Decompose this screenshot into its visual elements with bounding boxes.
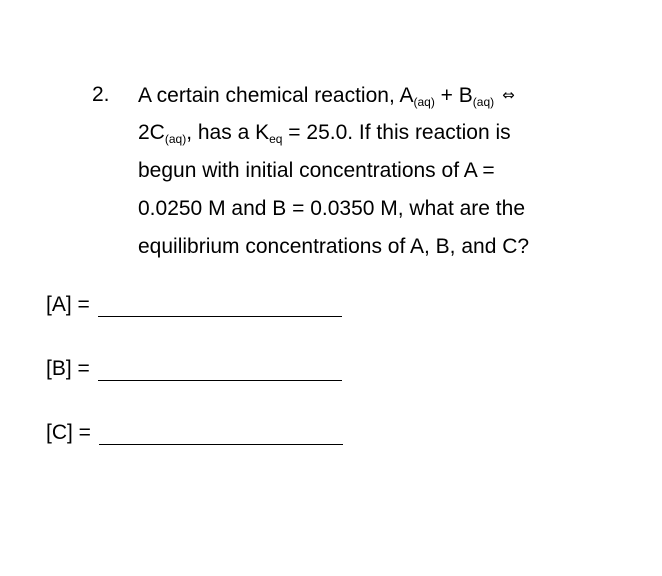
question-line-2 — [138, 114, 632, 152]
answer-section — [46, 292, 343, 484]
keq-value-text: = 25.0. If this reaction is — [282, 121, 511, 144]
question-line-5: equilibrium concentrations of A, B, and C? — [138, 235, 530, 258]
question-line-3: begun with initial concentrations of A = — [138, 159, 495, 182]
question-line-4: 0.0250 M and B = 0.0350 M, what are the — [138, 197, 526, 220]
reaction-text-2c: 2C — [138, 121, 165, 144]
subscript-aq-a: (aq) — [413, 95, 435, 109]
answer-blank-b[interactable] — [98, 356, 342, 381]
keq-text: , has a K — [186, 121, 270, 144]
question-block — [92, 76, 632, 266]
answer-label-b: [B] = — [46, 357, 90, 380]
answer-row-b — [46, 356, 343, 388]
question-line-1 — [138, 76, 632, 114]
reaction-text-plus-b: + B — [434, 84, 473, 107]
answer-row-c — [46, 420, 343, 452]
answer-row-a — [46, 292, 343, 324]
question-text — [138, 76, 632, 266]
answer-label-a: [A] = — [46, 293, 90, 316]
subscript-eq: eq — [269, 132, 283, 146]
answer-blank-a[interactable] — [98, 292, 342, 317]
question-number: 2. — [92, 83, 110, 106]
answer-label-c: [C] = — [46, 421, 91, 444]
answer-blank-c[interactable] — [99, 420, 343, 445]
equilibrium-arrow-icon: ⇔ — [502, 86, 515, 104]
subscript-aq-b: (aq) — [472, 95, 495, 109]
subscript-aq-c: (aq) — [164, 132, 187, 146]
reaction-text-a: A certain chemical reaction, A — [138, 84, 414, 107]
